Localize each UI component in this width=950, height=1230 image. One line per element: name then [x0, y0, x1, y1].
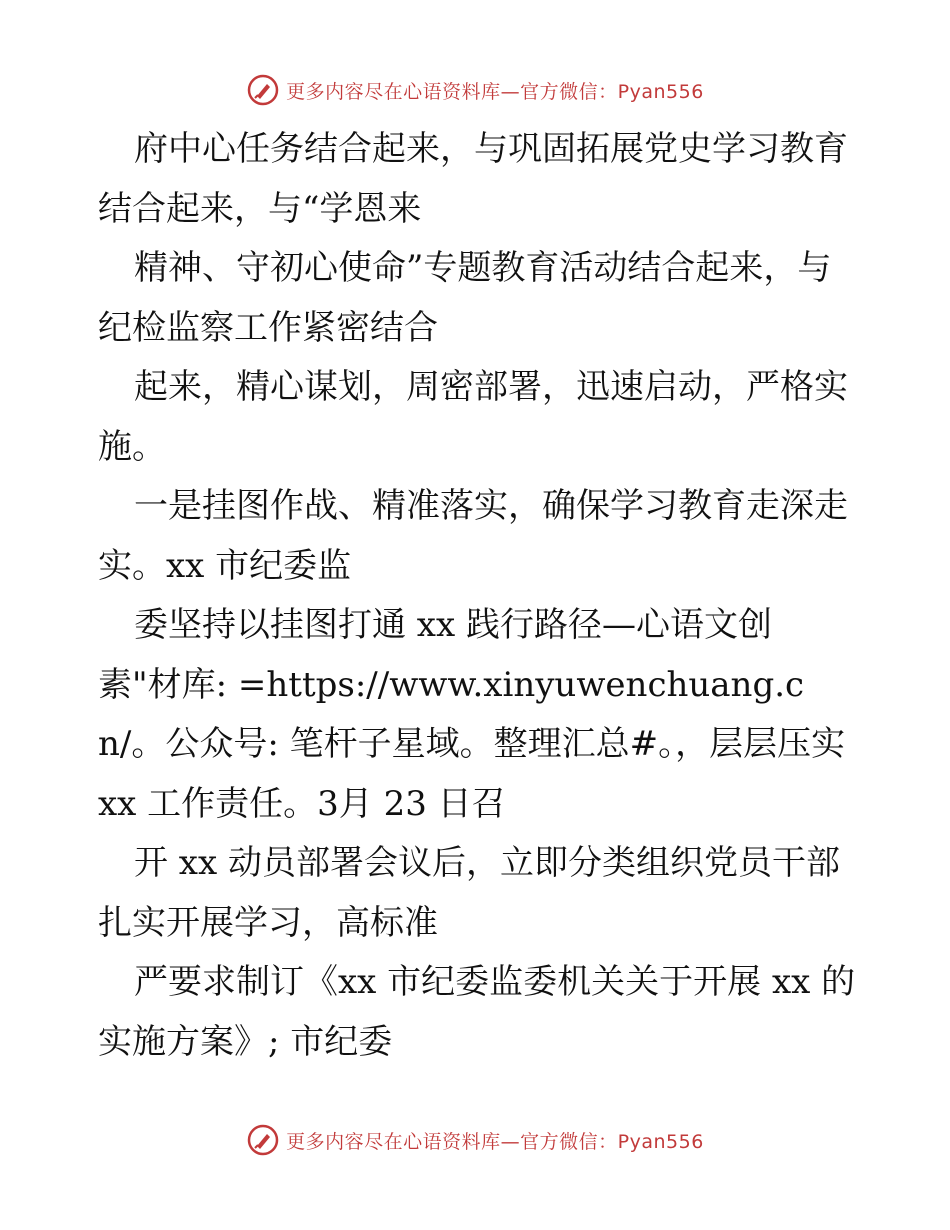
paragraph: 委坚持以挂图打通 xx 践行路径—心语文创 素"材库: =https://www.xinyuwenchuang.cn/。公众号: 笔杆子星域。整理汇总#。，层层压实 xx 工作责任。3月 23 日召: [98, 605, 856, 824]
footer-banner: [0, 1120, 950, 1160]
header-banner: [0, 70, 950, 110]
footer-banner-text: 更多内容尽在心语资料库—官方微信：Pyan556: [286, 1130, 704, 1153]
body-text: [98, 120, 858, 1072]
pen-seal-icon: [246, 1123, 280, 1157]
header-banner-text: 更多内容尽在心语资料库—官方微信：Pyan556: [286, 80, 704, 103]
paragraph: 精神、守初心使命”专题教育活动结合起来，与纪检监察工作紧密结合: [98, 248, 832, 348]
paragraph: 一是挂图作战、精准落实，确保学习教育走深走实。xx 市纪委监: [98, 486, 848, 586]
pen-seal-icon: [246, 73, 280, 107]
paragraph: 起来，精心谋划，周密部署，迅速启动，严格实施。: [98, 367, 848, 467]
paragraph: 开 xx 动员部署会议后，立即分类组织党员干部扎实开展学习，高标准: [98, 843, 840, 943]
paragraph: 府中心任务结合起来，与巩固拓展党史学习教育结合起来，与“学恩来: [98, 129, 848, 229]
paragraph: 严要求制订《xx 市纪委监委机关关于开展 xx 的实施方案》; 市纪委: [98, 962, 856, 1062]
